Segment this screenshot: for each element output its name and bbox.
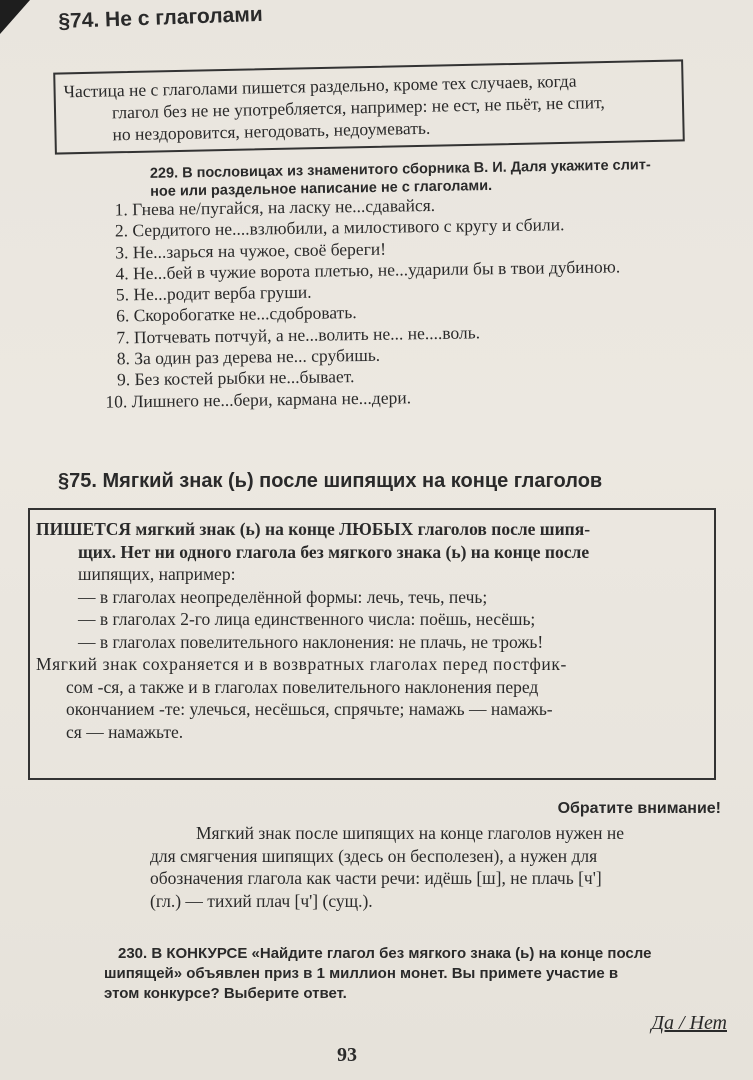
list-item: 5. Не...родит верба груши.: [115, 281, 312, 305]
attention-line: обозначения глагола как части речи: идёшь [ш], не плачь [ч']: [150, 868, 602, 888]
attention-line: для смягчения шипящих (здесь он бесполезен), а нужен для: [150, 845, 598, 866]
rule-74-line-3: но нездоровится, негодовать, недоумевать.: [112, 117, 431, 145]
rule-75-line: ПИШЕТСЯ мягкий знак (ь) на конце ЛЮБЫХ глаголов после шипя-: [36, 519, 591, 539]
exercise-230-line-2: шипящей» объявлен приз в 1 миллион монет. Вы примете участие в: [104, 965, 619, 982]
exercise-229-list: [103, 192, 623, 412]
rule-box-75: [28, 508, 716, 780]
rule-75-line: щих. Нет ни одного глагола без мягкого знака (ь) на конце после: [78, 541, 590, 562]
exercise-230-line-3: этом конкурсе? Выберите ответ.: [104, 985, 347, 1002]
page-number: 93: [337, 1044, 357, 1066]
list-item: 6. Скоробогатке не...сдобровать.: [116, 302, 357, 326]
rule-75-line: Мягкий знак сохраняется и в возвратных глаголах перед постфик-: [36, 654, 567, 674]
rule-75-line: сом -ся, а также и в глаголах повелительного наклонения перед: [66, 676, 539, 697]
rule-75-line: ся — намажьте.: [66, 721, 184, 742]
page-corner-mark: [0, 0, 30, 34]
list-item: 9. Без костей рыбки не...бывает.: [116, 366, 355, 390]
attention-line: Мягкий знак после шипящих на конце глаголов нужен не: [196, 823, 625, 843]
rule-75-line: окончанием -те: улечься, несёшься, спрячьте; намажь — намажь-: [66, 699, 553, 719]
list-item: 2. Сердитого не....взлюбили, а милостивого с кругу и сбили.: [114, 214, 565, 241]
section-74-heading: §74. Не с глаголами: [58, 2, 264, 33]
exercise-229-heading: [150, 155, 711, 201]
rule-75-line: — в глаголах 2-го лица единственного числа: поёшь, несёшь;: [78, 609, 536, 629]
exercise-229-heading-line-2: ное или раздельное написание не с глаголами.: [150, 177, 493, 200]
list-item: 8. За один раз дерева не... срубишь.: [116, 344, 381, 369]
exercise-230: [104, 944, 728, 1004]
exercise-230-line-1: 230. В КОНКУРСЕ «Найдите глагол без мягкого знака (ь) на конце после: [118, 945, 652, 962]
rule-74-line-1: Частица не с глаголами пишется раздельно, кроме тех случаев, когда: [63, 70, 577, 102]
list-item: 10. Лишнего не...бери, кармана не...дери.: [105, 387, 412, 412]
rule-74-line-2: глагол без не не употребляется, например: не ест, не пьёт, не спит,: [111, 92, 605, 123]
attention-note: [150, 822, 716, 912]
rule-75-line: — в глаголах повелительного наклонения: не плачь, не трожь!: [78, 631, 544, 652]
rule-75-line: шипящих, например:: [78, 564, 236, 584]
rule-75-line: — в глаголах неопределённой формы: лечь, течь, печь;: [78, 586, 488, 607]
list-item: 7. Потчевать потчуй, а не...волить не... не....воль.: [116, 322, 481, 348]
attention-line: (гл.) — тихий плач [ч'] (сущ.).: [150, 890, 373, 911]
attention-title: Обратите внимание!: [557, 800, 721, 817]
rule-box-74: [53, 59, 685, 154]
list-item: 1. Гнева не/пугайся, на ласку не...сдавайся.: [114, 194, 436, 220]
list-item: 3. Не...зарься на чужое, своё береги!: [115, 238, 387, 263]
list-item: 4. Не...бей в чужие ворота плетью, не...ударили бы в твои дубиною.: [115, 256, 621, 284]
answer-options: Да / Нет: [651, 1012, 727, 1034]
section-75-heading: §75. Мягкий знак (ь) после шипящих на конце глаголов: [58, 470, 603, 492]
exercise-229-heading-line-1: 229. В пословицах из знаменитого сборника В. И. Даля укажите слит-: [149, 157, 651, 182]
